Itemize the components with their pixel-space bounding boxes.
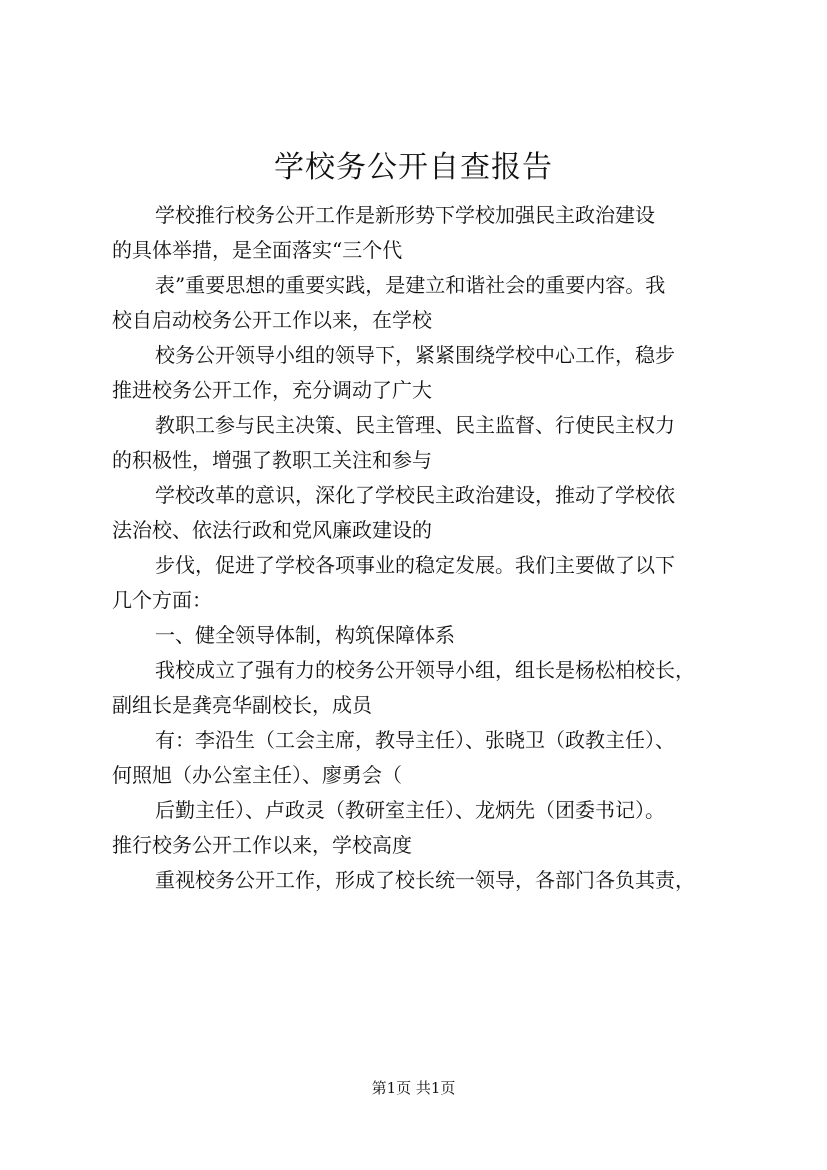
paragraph-line: 法治校、依法行政和党风廉政建设的 (112, 518, 432, 542)
paragraph-line: 何照旭（办公室主任）、廖勇会（ (112, 763, 402, 787)
paragraph-line: 有：李沿生（工会主席，教导主任）、张晓卫（政教主任）、 (155, 728, 675, 752)
paragraph-line: 后勤主任）、卢政灵（教研室主任）、龙炳先（团委书记）。 (155, 798, 665, 822)
paragraph-line: 的具体举措，是全面落实“三个代 (112, 238, 403, 262)
paragraph-line: 步伐，促进了学校各项事业的稳定发展。我们主要做了以下 (155, 553, 675, 577)
paragraph-line: 推进校务公开工作，充分调动了广大 (112, 378, 432, 402)
paragraph-line: 几个方面： (112, 588, 212, 612)
paragraph-line: 的积极性，增强了教职工关注和参与 (112, 448, 432, 472)
paragraph-line: 学校推行校务公开工作是新形势下学校加强民主政治建设 (155, 203, 655, 227)
paragraph-line: 推行校务公开工作以来，学校高度 (112, 833, 412, 857)
paragraph-line: 教职工参与民主决策、民主管理、民主监督、行使民主权力 (155, 413, 675, 437)
paragraph-line: 校务公开领导小组的领导下，紧紧围绕学校中心工作，稳步 (155, 343, 675, 367)
paragraph-line: 副组长是龚亮华副校长，成员 (112, 693, 372, 717)
page-footer: 第1页 共1页 (371, 1079, 456, 1097)
paragraph-line: 重视校务公开工作，形成了校长统一领导，各部门各负其责， (155, 868, 695, 892)
paragraph-line: 学校改革的意识，深化了学校民主政治建设，推动了学校依 (155, 483, 675, 507)
section-heading: 一、健全领导体制，构筑保障体系 (155, 623, 455, 647)
document-title: 学校务公开自查报告 (274, 150, 553, 185)
paragraph-line: 我校成立了强有力的校务公开领导小组，组长是杨松柏校长， (155, 658, 695, 682)
paragraph-line: 校自启动校务公开工作以来，在学校 (112, 308, 432, 332)
paragraph-line: 表”重要思想的重要实践，是建立和谐社会的重要内容。我 (155, 273, 666, 297)
document-body (112, 198, 737, 898)
